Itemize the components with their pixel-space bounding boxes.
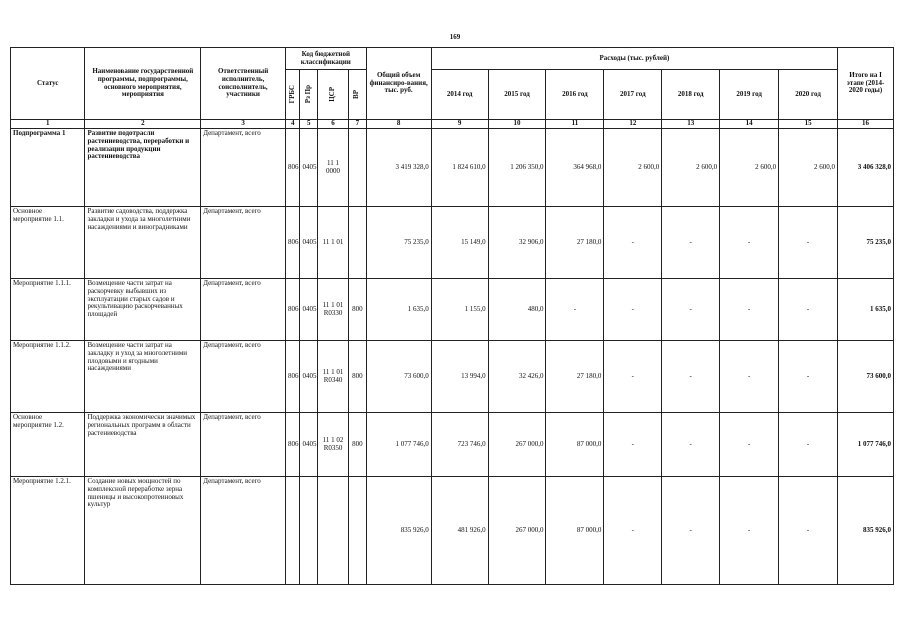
row-csr: 11 1 01 R0340 [318, 341, 349, 413]
row-responsible: Департамент, всего [201, 207, 286, 279]
row-year-value: - [604, 207, 662, 279]
row-name: Поддержка экономически значимых региональных программ в области растениеводства [85, 413, 201, 477]
row-year-value: 2 600,0 [779, 129, 838, 207]
header-name: Наименование государственной программы, подпрограммы, основного мероприятия, мероприятия [85, 48, 201, 120]
row-responsible: Департамент, всего [201, 341, 286, 413]
row-grbs: 806 [285, 279, 299, 341]
row-name: Создание новых мощностей по комплексной переработке зерна пшеницы и высокопротеиновых культур [85, 477, 201, 585]
row-year-value: 87 000,0 [546, 477, 604, 585]
column-number: 8 [366, 120, 431, 129]
header-vr: ВР [349, 70, 367, 120]
row-year-value: - [662, 207, 720, 279]
header-responsible: Ответственный исполнитель, соисполнитель, участники [201, 48, 286, 120]
header-year: 2014 год [431, 70, 488, 120]
row-year-value: 1 206 350,0 [488, 129, 546, 207]
column-number: 15 [779, 120, 838, 129]
row-grbs: 806 [285, 207, 299, 279]
column-number: 14 [720, 120, 779, 129]
header-year: 2020 год [779, 70, 838, 120]
row-year-value: - [604, 279, 662, 341]
page-number: 169 [449, 33, 461, 41]
row-total: 75 235,0 [366, 207, 431, 279]
row-name: Развитие садоводства, поддержка закладки и ухода за многолетними насаждениями и виноградниками [85, 207, 201, 279]
row-final-total: 3 406 328,0 [838, 129, 894, 207]
row-vr: 800 [349, 341, 367, 413]
row-responsible: Департамент, всего [201, 279, 286, 341]
column-number: 1 [11, 120, 85, 129]
row-year-value: - [604, 341, 662, 413]
row-total: 1 077 746,0 [366, 413, 431, 477]
row-year-value: 87 000,0 [546, 413, 604, 477]
row-year-value: 32 906,0 [488, 207, 546, 279]
row-year-value: 15 149,0 [431, 207, 488, 279]
row-csr: 11 1 0000 [318, 129, 349, 207]
column-number: 12 [604, 120, 662, 129]
table-row [11, 129, 894, 207]
row-year-value: 13 994,0 [431, 341, 488, 413]
row-year-value: - [662, 341, 720, 413]
table-row [11, 207, 894, 279]
row-vr: 800 [349, 279, 367, 341]
header-year: 2018 год [662, 70, 720, 120]
row-csr: 11 1 01 R0330 [318, 279, 349, 341]
row-year-value: 723 746,0 [431, 413, 488, 477]
row-year-value: 32 426,0 [488, 341, 546, 413]
column-number: 6 [318, 120, 349, 129]
table-row [11, 279, 894, 341]
column-number: 13 [662, 120, 720, 129]
row-status: Мероприятие 1.2.1. [11, 477, 85, 585]
row-year-value: - [720, 341, 779, 413]
column-number: 11 [546, 120, 604, 129]
row-year-value: 2 600,0 [720, 129, 779, 207]
row-year-value: - [779, 341, 838, 413]
row-year-value: 480,0 [488, 279, 546, 341]
row-year-value: - [779, 207, 838, 279]
row-total: 73 600,0 [366, 341, 431, 413]
row-final-total: 73 600,0 [838, 341, 894, 413]
row-vr [349, 129, 367, 207]
row-vr: 800 [349, 413, 367, 477]
row-status: Мероприятие 1.1.2. [11, 341, 85, 413]
header-total-volume: Общий объем финансиро-вания, тыс. руб. [366, 48, 431, 120]
row-responsible: Департамент, всего [201, 129, 286, 207]
header-year: 2016 год [546, 70, 604, 120]
table-row [11, 341, 894, 413]
row-total: 3 419 328,0 [366, 129, 431, 207]
row-year-value: 27 180,0 [546, 207, 604, 279]
row-name: Возмещение части затрат на раскорчевку выбывших из эксплуатации старых садов и рекультивацию раскорчеванных площадей [85, 279, 201, 341]
column-number: 4 [285, 120, 299, 129]
header-year: 2017 год [604, 70, 662, 120]
row-year-value: 2 600,0 [604, 129, 662, 207]
row-grbs: 806 [285, 129, 299, 207]
row-responsible: Департамент, всего [201, 413, 286, 477]
row-rzpr: 0405 [300, 341, 318, 413]
row-year-value: 1 155,0 [431, 279, 488, 341]
row-year-value: - [604, 477, 662, 585]
column-number: 16 [838, 120, 894, 129]
row-rzpr: 0405 [300, 413, 318, 477]
row-name: Развитие подотрасли растениеводства, переработки и реализации продукции растениеводства [85, 129, 201, 207]
column-number: 9 [431, 120, 488, 129]
row-responsible: Департамент, всего [201, 477, 286, 585]
row-year-value: - [779, 413, 838, 477]
row-grbs: 806 [285, 413, 299, 477]
row-rzpr: 0405 [300, 279, 318, 341]
row-year-value: - [662, 477, 720, 585]
header-grbs: ГРБС [285, 70, 299, 120]
column-number: 3 [201, 120, 286, 129]
header-csr: ЦСР [318, 70, 349, 120]
program-budget-table [10, 47, 894, 585]
header-status: Статус [11, 48, 85, 120]
row-grbs: 806 [285, 341, 299, 413]
row-rzpr [300, 477, 318, 585]
row-grbs [285, 477, 299, 585]
row-name: Возмещение части затрат на закладку и уход за многолетними плодовыми и ягодными насаждениями [85, 341, 201, 413]
row-vr [349, 477, 367, 585]
row-year-value: - [720, 477, 779, 585]
table-row [11, 413, 894, 477]
row-csr: 11 1 02 R0350 [318, 413, 349, 477]
row-year-value: - [604, 413, 662, 477]
row-csr: 11 1 01 [318, 207, 349, 279]
column-number: 7 [349, 120, 367, 129]
row-vr [349, 207, 367, 279]
row-year-value: - [779, 477, 838, 585]
row-csr [318, 477, 349, 585]
row-year-value: - [720, 413, 779, 477]
header-expenses: Расходы (тыс. рублей) [431, 48, 837, 70]
row-status: Основное мероприятие 1.2. [11, 413, 85, 477]
header-year: 2019 год [720, 70, 779, 120]
row-year-value: 267 000,0 [488, 477, 546, 585]
header-rzpr: Рз Пр [300, 70, 318, 120]
row-year-value: - [662, 279, 720, 341]
row-total: 1 635,0 [366, 279, 431, 341]
row-status: Мероприятие 1.1.1. [11, 279, 85, 341]
row-year-value: 27 180,0 [546, 341, 604, 413]
row-final-total: 75 235,0 [838, 207, 894, 279]
row-year-value: 1 824 610,0 [431, 129, 488, 207]
row-year-value: - [720, 279, 779, 341]
row-total: 835 926,0 [366, 477, 431, 585]
row-year-value: - [662, 413, 720, 477]
header-year: 2015 год [488, 70, 546, 120]
row-rzpr: 0405 [300, 207, 318, 279]
row-year-value: 481 926,0 [431, 477, 488, 585]
row-rzpr: 0405 [300, 129, 318, 207]
header-final-total: Итого на I этапе (2014-2020 годы) [838, 48, 894, 120]
row-final-total: 1 635,0 [838, 279, 894, 341]
row-final-total: 835 926,0 [838, 477, 894, 585]
row-status: Подпрограмма 1 [11, 129, 85, 207]
row-year-value: - [720, 207, 779, 279]
row-status: Основное мероприятие 1.1. [11, 207, 85, 279]
row-year-value: - [779, 279, 838, 341]
row-year-value: 267 000,0 [488, 413, 546, 477]
column-number: 5 [300, 120, 318, 129]
row-year-value: 364 968,0 [546, 129, 604, 207]
table-row [11, 477, 894, 585]
row-year-value: 2 600,0 [662, 129, 720, 207]
column-number: 10 [488, 120, 546, 129]
row-final-total: 1 077 746,0 [838, 413, 894, 477]
row-year-value: - [546, 279, 604, 341]
header-budget-code: Код бюджетной классификации [285, 48, 366, 70]
column-number: 2 [85, 120, 201, 129]
